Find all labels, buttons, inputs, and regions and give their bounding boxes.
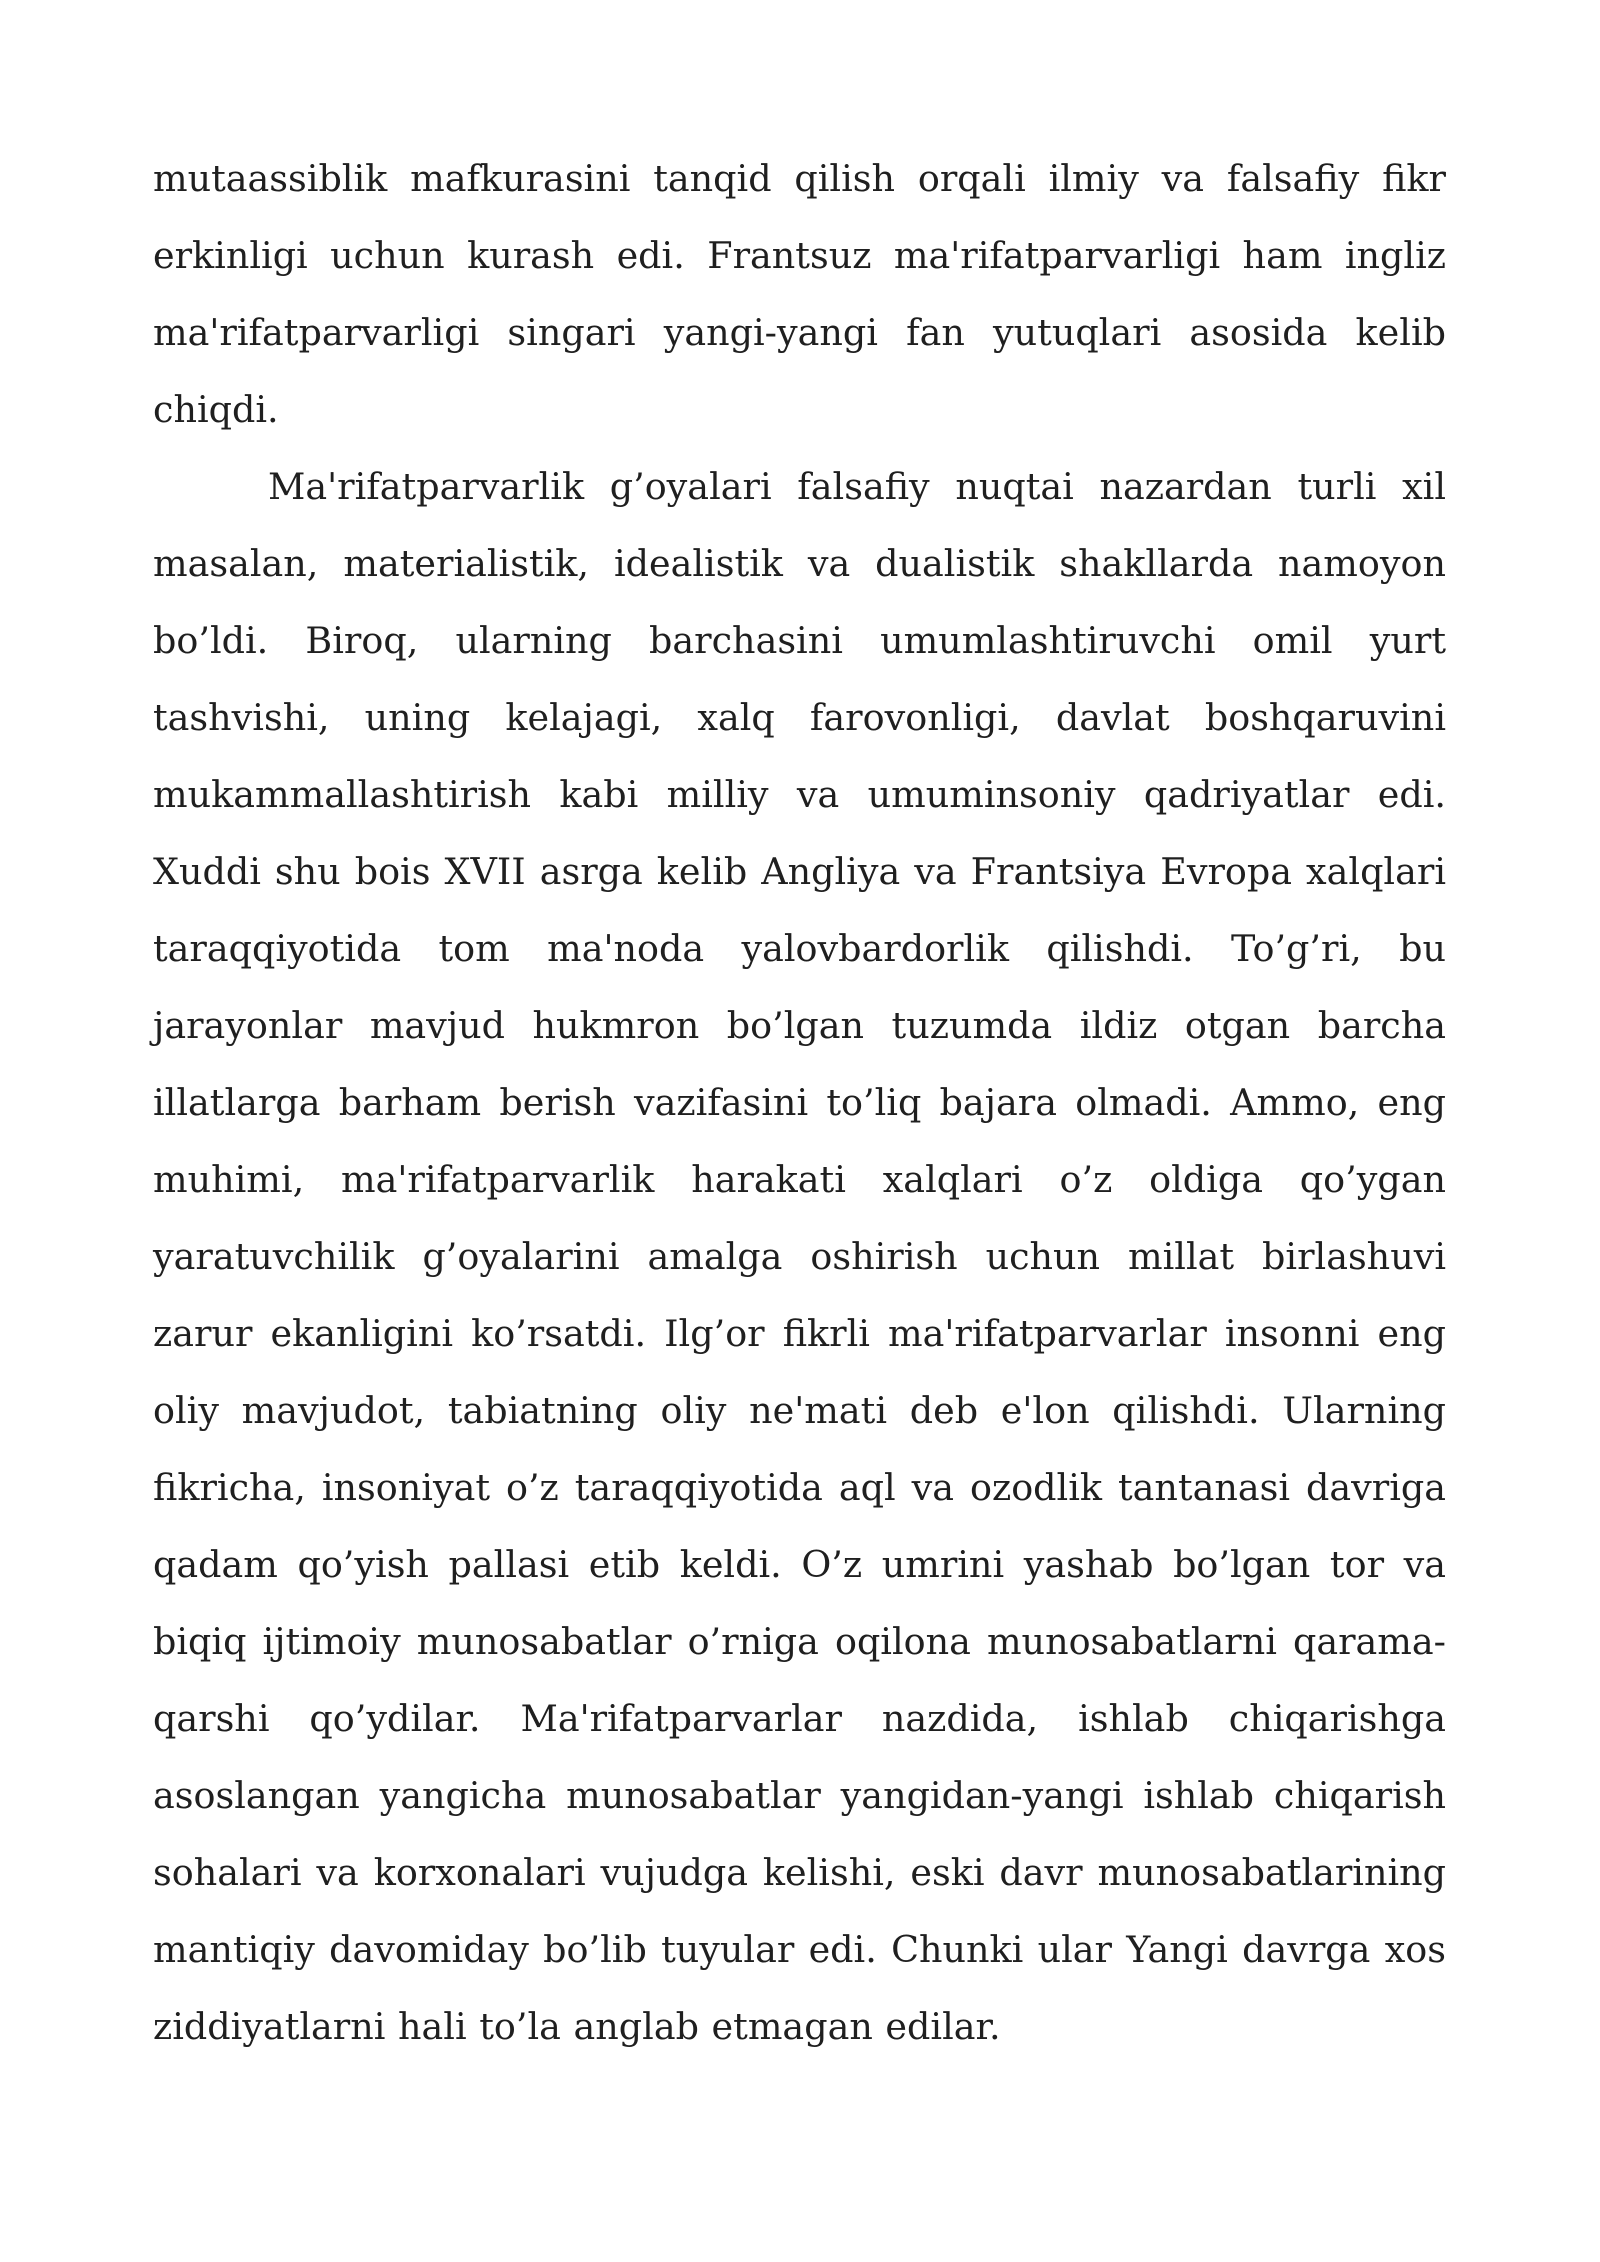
paragraph-2: Ma'rifatparvarlik g’oyalari falsafiy nuqtai nazardan turli xil masalan, materialistik, idealistik va dualistik shakllarda namoyon bo’ldi. Biroq, ularning barchasini umumlashtiruvchi omil yurt tashvishi, uning kelajagi, xalq farovonligi, davlat boshqaruvini mukammallashtirish kabi milliy va umuminsoniy qadriyatlar edi. Xuddi shu bois XVII asrga kelib Angliya va Frantsiya Evropa xalqlari taraqqiyotida tom ma'noda yalovbardorlik qilishdi. To’g’ri, bu jarayonlar mavjud hukmron bo’lgan tuzumda ildiz otgan barcha illatlarga barham berish vazifasini to’liq bajara olmadi. Ammo, eng muhimi, ma'rifatparvarlik harakati xalqlari o’z oldiga qo’ygan yaratuvchilik g’oyalarini amalga oshirish uchun millat birlashuvi zarur ekanligini ko’rsatdi. Ilg’or fikrli ma'rifatparvarlar insonni eng oliy mavjudot, tabiatning oliy ne'mati deb e'lon qilishdi. Ularning fikricha, insoniyat o’z taraqqiyotida aql va ozodlik tantanasi davriga qadam qo’yish pallasi etib keldi. O’z umrini yashab bo’lgan tor va biqiq ijtimoiy munosabatlar o’rniga oqilona munosabatlarni qarama-qarshi qo’ydilar. Ma'rifatparvarlar nazdida, ishlab chiqarishga asoslangan yangicha munosabatlar yangidan-yangi ishlab chiqarish sohalari va korxonalari vujudga kelishi, eski davr munosabatlarining mantiqiy davomiday bo’lib tuyular edi. Chunki ular Yangi davrga xos ziddiyatlarni hali to’la anglab etmagan edilar.: [153, 465, 1446, 2048]
paragraph-1: mutaassiblik mafkurasini tanqid qilish orqali ilmiy va falsafiy fikr erkinligi uchun kurash edi. Frantsuz ma'rifatparvarligi ham ingliz ma'rifatparvarligi singari yangi-yangi fan yutuqlari asosida kelib chiqdi.: [153, 157, 1446, 431]
document-page: [153, 140, 1446, 2065]
